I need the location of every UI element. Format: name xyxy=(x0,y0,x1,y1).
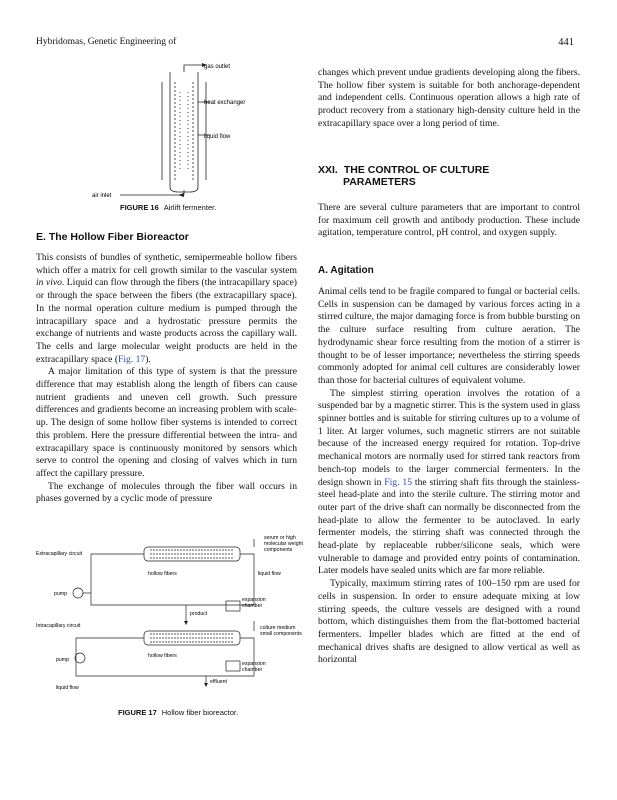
page-number: 441 xyxy=(558,37,574,48)
section-xxi-paragraph-1: There are several culture parameters that are important to control for maximum cell growth and antibody production. These include agitation, temperature control, pH control, and oxygen supply. xyxy=(318,202,580,239)
figure-16-caption: FIGURE 16 Airlift fermenter. xyxy=(120,203,217,212)
intracapillary-circuit-label: Intracapillary circuit xyxy=(36,623,81,629)
right-column-continuation xyxy=(318,67,580,131)
heat-exchanger-label: heat exchanger xyxy=(204,100,246,106)
extracapillary-circuit-label: Extracapillary circuit xyxy=(36,551,83,557)
section-a-paragraph-3: Typically, maximum stirring rates of 100–150 rpm are used for cells in suspension. In order to ensure adequate mixing at low stirring speeds, the culture vessels are designed with a round bottom, which distinguishes them from the flat-bottomed bacterial fermenters. Impeller blades which are fitted at the end of mechanical drives shafts are designed to allow vertical as well as horizontal xyxy=(318,578,580,666)
section-a-body xyxy=(318,286,580,667)
serum-label-1: serum or high xyxy=(264,535,296,541)
fig-15-reference-link[interactable]: Fig. 15 xyxy=(384,476,412,488)
section-xxi-heading: XXI. THE CONTROL OF CULTURE PARAMETERS xyxy=(318,164,490,188)
section-e-heading: E. The Hollow Fiber Bioreactor xyxy=(36,231,189,243)
liquid-flow-label: liquid flow xyxy=(204,134,231,140)
hollow-fibers-label-1: hollow fibers xyxy=(148,571,177,577)
section-a-paragraph-1: Animal cells tend to be fragile compared to fungal or bacterial cells. Cells in suspension can be damaged by various forces acting in a stirred culture, the major damaging force is from bubble bursting on the culture surface resulting from culture aeration. The hydrodynamic shear force resulting from the motion of a stirrer is thought to be of lesser importance; nevertheless the stirring speeds commonly adopted for animal cell cultures are considerably lower than those for bacterial cultures of equivalent volume. xyxy=(318,286,580,386)
expansion-chamber-label-2a: expansion xyxy=(242,661,266,667)
liquid-flow-label-2: liquid flow xyxy=(56,685,79,691)
hollow-fibers-label-2: hollow fibers xyxy=(148,653,177,659)
section-e-paragraph-3: The exchange of molecules through the fiber wall occurs in phases governed by a cyclic mode of pressure xyxy=(36,480,297,505)
air-inlet-label: air inlet xyxy=(92,193,112,199)
section-e-paragraph-1: This consists of bundles of synthetic, semipermeable hollow fibers which offer a matrix for cell growth similar to the vascular system in vivo. Liquid can flow through the fibers (the intracapillary space) or through the space between the fibers (the extracapillary space). In the normal operation culture medium is pumped through the intracapillary space and a hydrostatic pressure permits the exchange of nutrients and waste products across the capillary wall. The cells and large molecular weight products are held in the extracapillary space (Fig. 17). xyxy=(36,252,297,365)
section-a-heading: A. Agitation xyxy=(318,265,374,276)
expansion-chamber-label-1a: expansion xyxy=(242,597,266,603)
pump-label-1: pump xyxy=(54,591,67,597)
culture-medium-label: culture medium xyxy=(260,625,296,631)
fig-17-reference-link[interactable]: Fig. 17 xyxy=(118,353,146,365)
figure-16-airlift-fermenter xyxy=(90,62,290,202)
section-e-paragraph-2: A major limitation of this type of system is that the pressure difference that may establish along the length of fibers can cause nutrient gradients and uneven cell growth. Such pressure differences and gradients become an increasing problem with scale-up. The design of some hollow fiber systems is intended to correct this problem. Here the pressure differential between the intra- and extracapillary space is continuously monitored by sensors which serve to control the opening and closing of valves which in turn affect the capillary pressure. xyxy=(36,366,297,479)
gas-outlet-label: gas outlet xyxy=(204,64,231,70)
pump-label-2: pump xyxy=(56,657,69,663)
expansion-chamber-label-2b: chamber xyxy=(242,667,263,673)
liquid-flow-label-1: liquid flow xyxy=(258,571,281,577)
figure-17-caption: FIGURE 17 Hollow fiber bioreactor. xyxy=(118,708,239,717)
expansion-chamber-label-1b: chamber xyxy=(242,603,263,609)
running-title: Hybridomas, Genetic Engineering of xyxy=(36,37,177,47)
section-e-body xyxy=(36,252,297,506)
continuation-paragraph: changes which prevent undue gradients developing along the fibers. The hollow fiber system is suitable for both anchorage-dependent and independent cells. Continuous operation allows a high rate of product recovery from a stationary high-density culture held in the extracapillary space over a long period of time. xyxy=(318,67,580,129)
product-label: product xyxy=(190,611,208,617)
small-components-label: small components xyxy=(260,631,302,637)
section-a-paragraph-2: The simplest stirring operation involves the rotation of a suspended bar by a magnetic stirrer. This is the system used in glass spinner bottles and is suitable for stirring cultures up to a volume of 1 liter. At larger volumes, such magnetic stirrers are not suitable because of the increased energy required for rotation. Top-drive mechanical motors are normally used for stirred tank reactors from bench-top models to the larger commercial fermenters. In the design shown in Fig. 15 the stirring shaft fits through the stainless-steel head-plate and into the sterile culture. The stirring motor and outer part of the drive shaft can normally be disconnected from the head-plate to allow the fermenter to be autoclaved. In early fermenter models, the stirring shaft was connected through the head-plate by replaceable rubber/silicone seals, which were vulnerable to damage and provided entry points of contamination. Later models have sealed units which are far more reliable. xyxy=(318,387,580,577)
figure-17-hollow-fiber-bioreactor xyxy=(36,533,303,693)
section-xxi-body xyxy=(318,202,580,240)
serum-label-3: components xyxy=(264,547,293,553)
serum-label-2: molecular weight xyxy=(264,541,303,547)
effluent-label: effluent xyxy=(210,679,227,685)
